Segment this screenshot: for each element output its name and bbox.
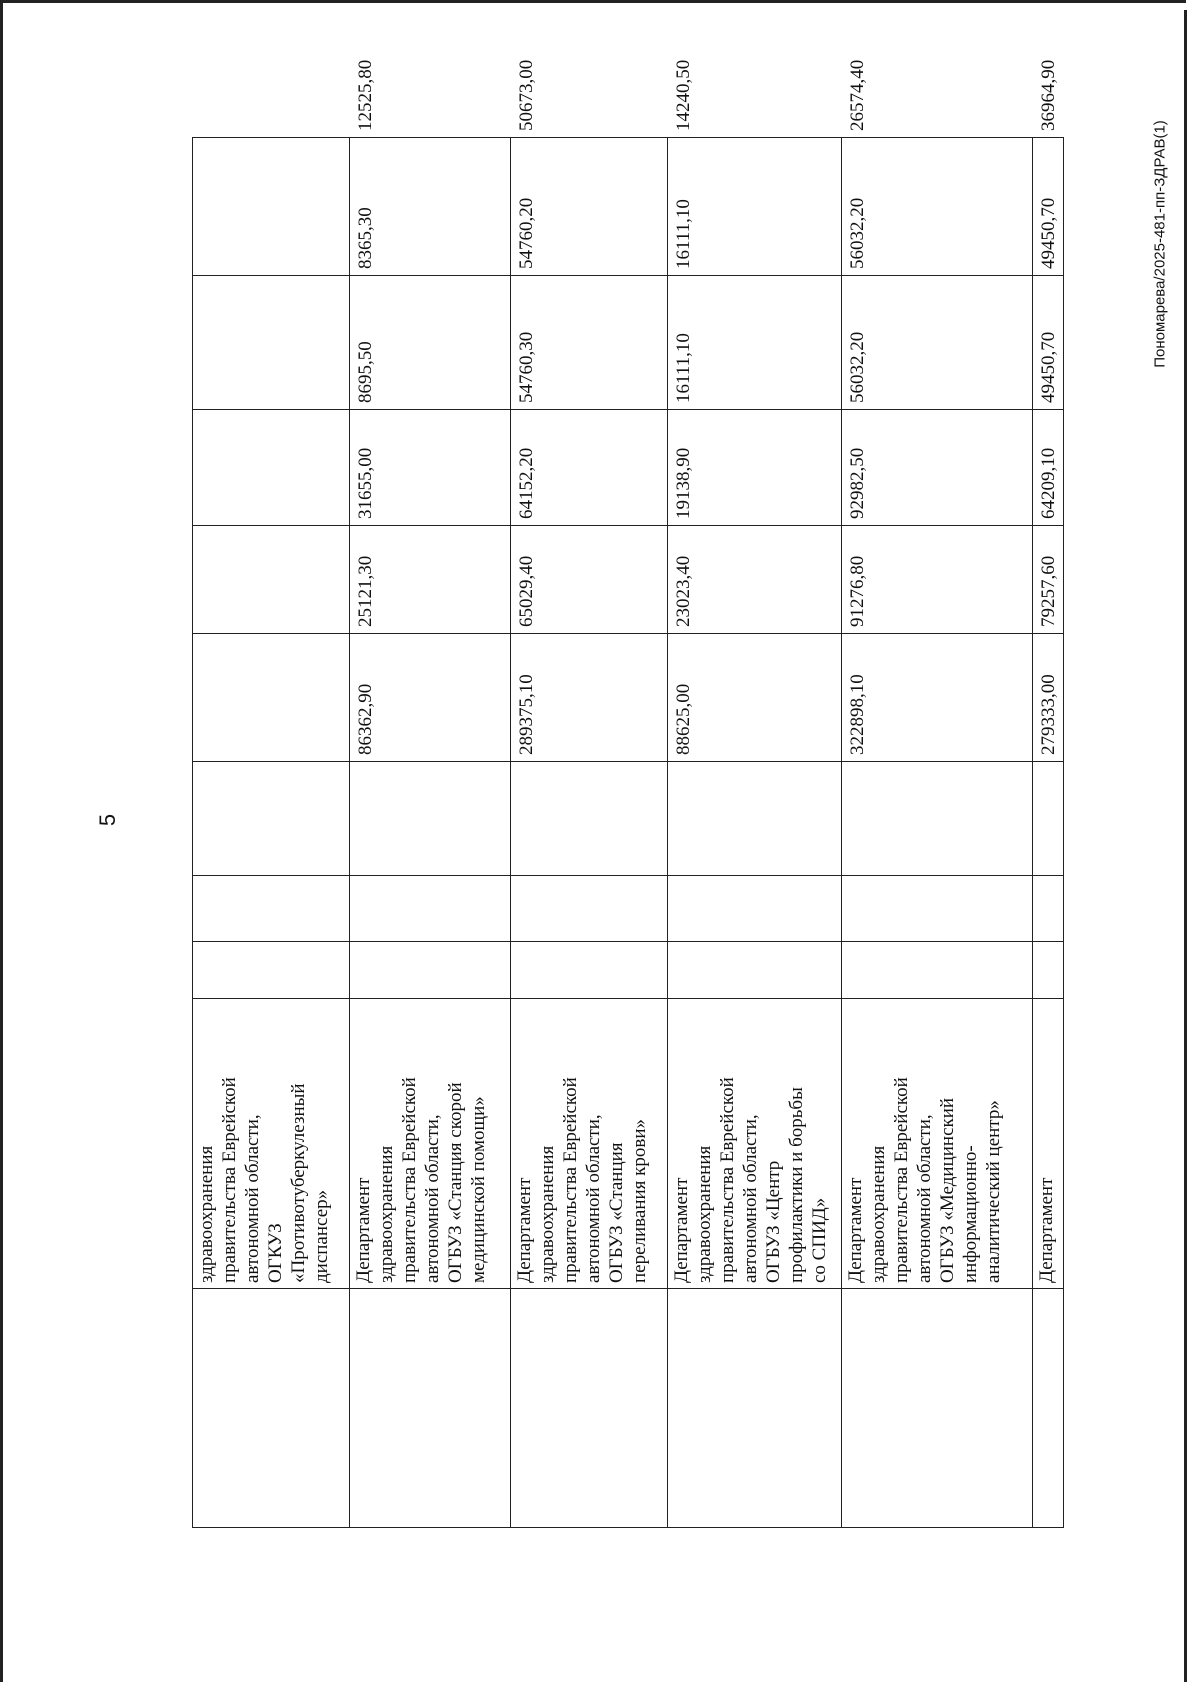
table-cell: 86362,90 (350, 634, 510, 762)
table-row-blank-cell (193, 1289, 350, 1528)
table-cell (667, 942, 841, 999)
table-cell: 56032,20 (841, 138, 1032, 276)
table-cell (841, 942, 1032, 999)
organization-cell: Департамент здравоохранения правительства Еврейской автономной области, ОГБУЗ «Медицинский информационно- аналитический центр» (841, 999, 1032, 1289)
organization-cell: Департамент здравоохранения правительства Еврейской автономной области, ОГБУЗ «Центр профилактики и борьбы со СПИД» (667, 999, 841, 1289)
table-cell: 54760,20 (510, 138, 667, 276)
table-cell (510, 942, 667, 999)
table-cell: 23023,40 (667, 526, 841, 634)
table-cell (193, 276, 350, 410)
table-row-blank-cell (1032, 1289, 1063, 1528)
table-cell: 31655,00 (350, 410, 510, 526)
table-cell (841, 762, 1032, 876)
table-cell: 92982,50 (841, 410, 1032, 526)
page-border-left (0, 0, 3, 1682)
table-cell: 8695,50 (350, 276, 510, 410)
table-cell (510, 876, 667, 942)
table-row: Департамент здравоохранения правительства Еврейской автономной области, ОГБУЗ «Станция скорой медицинской помощи» 86362,90 25121,30 31655,00 8695,50 8365,30 12525,80 (350, 138, 510, 1528)
rotated-table (192, 59, 1064, 1528)
organization-cell: здравоохранения правительства Еврейской автономной области, ОГКУЗ «Противотуберкулезный диспансер» (193, 999, 350, 1289)
table-row-blank-cell (667, 1289, 841, 1528)
table-cell (1032, 876, 1063, 942)
table-cell (193, 762, 350, 876)
table-cell: 56032,20 (841, 276, 1032, 410)
table-cell (667, 876, 841, 942)
table-cell: 25121,30 (350, 526, 510, 634)
table-cell (193, 138, 350, 276)
table-cell (193, 526, 350, 634)
table-cell (193, 634, 350, 762)
funding-table (192, 59, 1064, 1528)
table-cell: 65029,40 (510, 526, 667, 634)
table-cell (193, 410, 350, 526)
table-cell: 88625,00 (667, 634, 841, 762)
table-cell (510, 762, 667, 876)
table-cell: 64152,20 (510, 410, 667, 526)
organization-cell: Департамент здравоохранения правительства Еврейской автономной области, ОГБУЗ «Станция переливания крови» (510, 999, 667, 1289)
table-row: Департамент здравоохранения правительства Еврейской автономной области, ОГБУЗ «Медицинский информационно- аналитический центр» 322898,10 91276,80 92982,50 56032,20 56032,20 26574,40 (841, 138, 1032, 1528)
table-cell: 49450,70 (1032, 138, 1063, 276)
table-row-blank-cell (510, 1289, 667, 1528)
table-cell: 16111,10 (667, 276, 841, 410)
page-number: 5 (95, 813, 120, 827)
table-row-blank-cell (350, 1289, 510, 1528)
table-cell (667, 762, 841, 876)
table-cell: 289375,10 (510, 634, 667, 762)
organization-cell: Департамент здравоохранения правительства Еврейской автономной области, ОГБУЗ «Станция скорой медицинской помощи» (350, 999, 510, 1289)
table-cell: 54760,30 (510, 276, 667, 410)
table-row: Департамент здравоохранения правительства Еврейской автономной области, ОГБУЗ «Станция переливания крови» 289375,10 65029,40 64152,20 54760,30 54760,20 50673,00 (510, 138, 667, 1528)
table-row: Департамент здравоохранения правительства Еврейской автономной области, ОГБУЗ «Центр профилактики и борьбы со СПИД» 88625,00 23023,40 19138,90 16111,10 16111,10 14240,50 (667, 138, 841, 1528)
page-border-right (1184, 10, 1187, 1682)
table-cell (193, 942, 350, 999)
table-cell (350, 876, 510, 942)
table-row: Департамент 279333,00 79257,60 64209,10 49450,70 49450,70 36964,90 (1032, 138, 1063, 1528)
table-cell: 19138,90 (667, 410, 841, 526)
table-cell: 91276,80 (841, 526, 1032, 634)
table-cell (1032, 942, 1063, 999)
table-row-blank-cell (841, 1289, 1032, 1528)
table-cell: 8365,30 (350, 138, 510, 276)
footer-code: Пономарева/2025-481-пп-ЗДРАВ(1) (1151, 120, 1169, 368)
table-cell (1032, 762, 1063, 876)
table-cell: 322898,10 (841, 634, 1032, 762)
table-cell: 64209,10 (1032, 410, 1063, 526)
table-row (193, 138, 350, 1528)
table-cell (193, 876, 350, 942)
table-cell: 79257,60 (1032, 526, 1063, 634)
table-cell (350, 762, 510, 876)
page-border-top (2, 0, 1186, 3)
table-cell: 49450,70 (1032, 276, 1063, 410)
table-cell (350, 942, 510, 999)
organization-cell: Департамент (1032, 999, 1063, 1289)
table-cell: 279333,00 (1032, 634, 1063, 762)
table-cell: 16111,10 (667, 138, 841, 276)
table-cell (841, 876, 1032, 942)
